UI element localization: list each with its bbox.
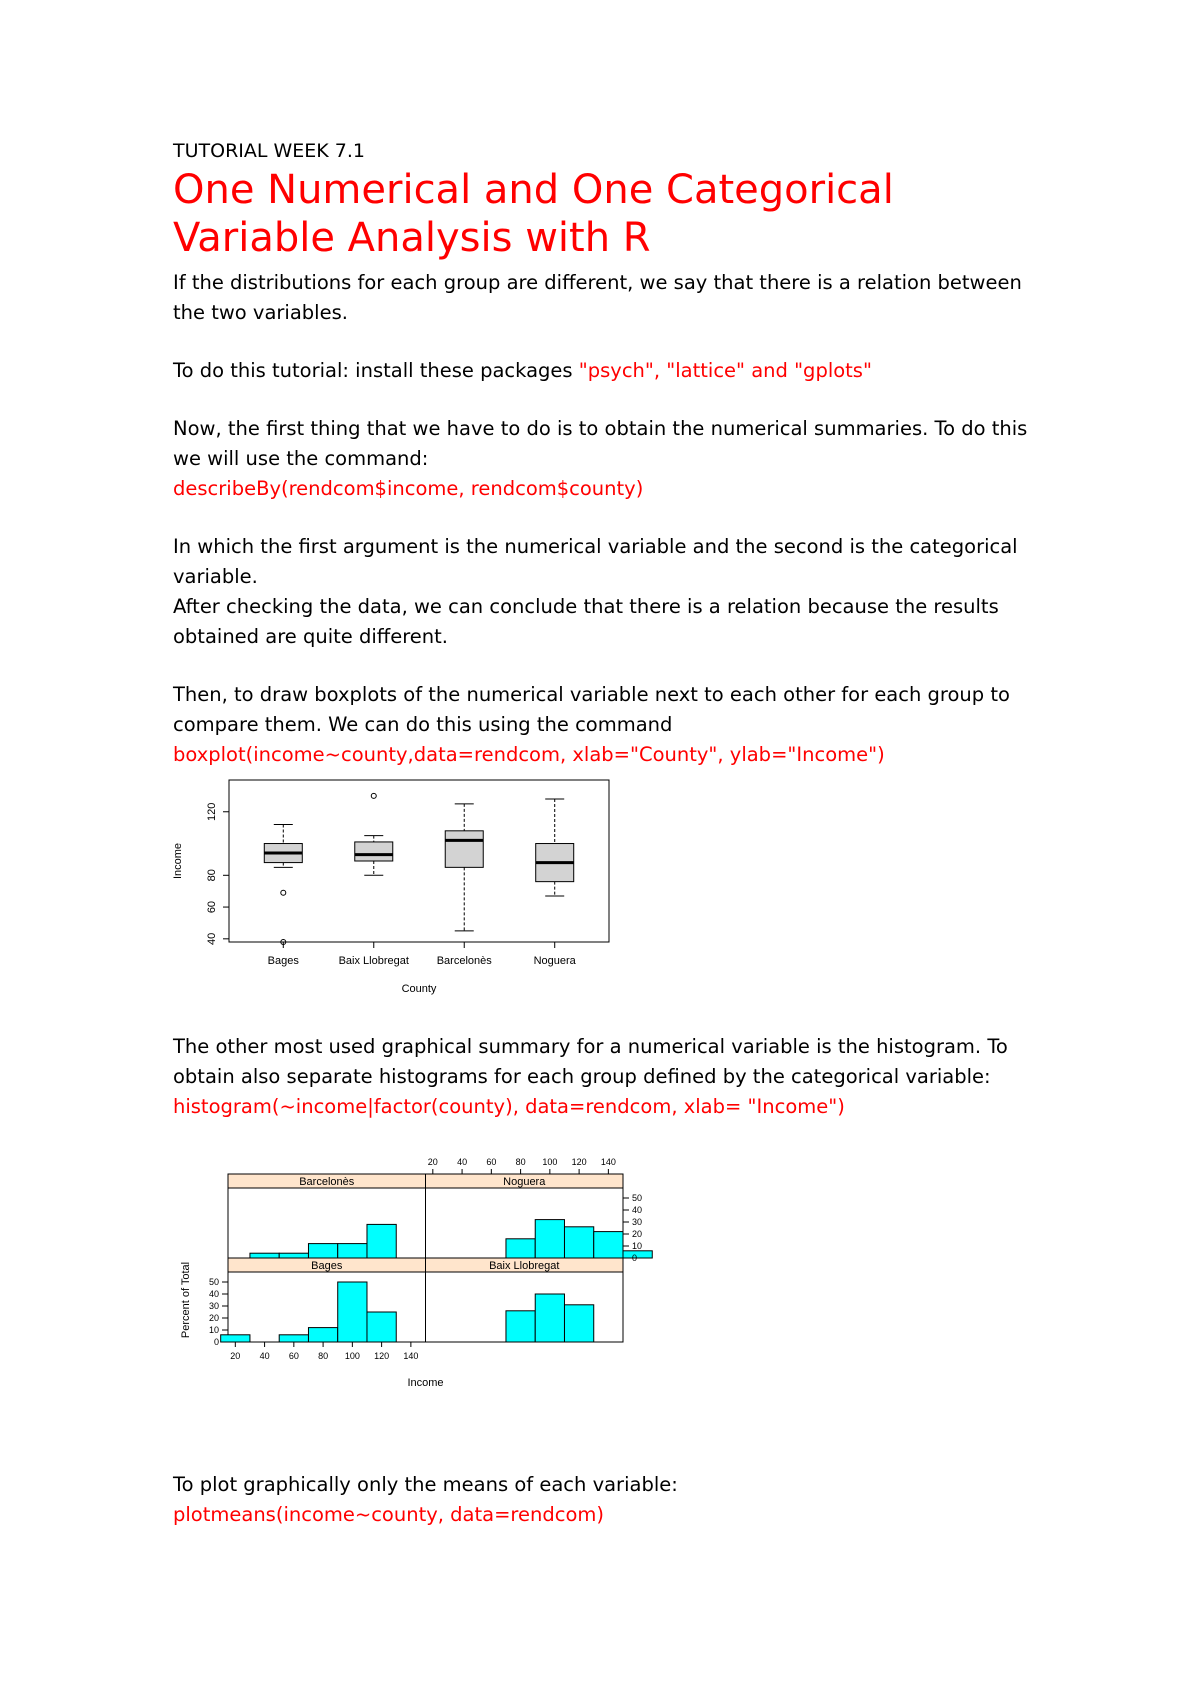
argument-paragraph xyxy=(173,532,1073,652)
x-tick-label-top: 100 xyxy=(542,1157,558,1167)
box-noguera xyxy=(536,799,574,896)
x-tick-label-bottom: 120 xyxy=(374,1351,390,1361)
histogram-bar xyxy=(564,1305,593,1342)
title-line-2: Variable Analysis with R xyxy=(173,215,651,261)
panel-baix-llobregat xyxy=(426,1258,624,1342)
y-tick-label-right: 30 xyxy=(632,1217,643,1227)
y-tick-label-left: 10 xyxy=(208,1325,219,1335)
box-barcelonès xyxy=(445,804,483,931)
x-tick-label: Barcelonès xyxy=(436,955,492,967)
install-packages: "psych", "lattice" and "gplots" xyxy=(578,359,872,382)
x-tick-label-bottom: 60 xyxy=(288,1351,299,1361)
x-tick-label-top: 120 xyxy=(571,1157,587,1167)
y-tick-label-right: 0 xyxy=(632,1253,638,1263)
histogram-bar xyxy=(221,1335,250,1342)
histogram-bar xyxy=(564,1227,593,1258)
page-title xyxy=(173,166,1073,262)
box-iqr xyxy=(355,842,393,861)
histogram-line-2: obtain also separate histograms for each group defined by the categorical variable: xyxy=(173,1065,991,1088)
x-tick-label: Baix Llobregat xyxy=(338,955,409,967)
x-tick-label: Bages xyxy=(267,955,299,967)
x-tick-label-bottom: 80 xyxy=(318,1351,329,1361)
histogram-paragraph xyxy=(173,1032,1073,1122)
y-tick-label-left: 20 xyxy=(208,1313,219,1323)
histogram-bar xyxy=(506,1239,535,1258)
summary-line-1: Now, the first thing that we have to do is to obtain the numerical summaries. To do this xyxy=(173,417,1028,440)
strip-label: Barcelonès xyxy=(299,1176,355,1188)
histogram-bar xyxy=(279,1335,308,1342)
y-tick-label-right: 40 xyxy=(632,1205,643,1215)
summary-line-2: we will use the command: xyxy=(173,447,429,470)
tutorial-label: TUTORIAL WEEK 7.1 xyxy=(173,140,366,162)
histogram-bar xyxy=(338,1244,367,1258)
y-tick-label-right: 50 xyxy=(632,1193,643,1203)
y-tick-label: 60 xyxy=(206,900,218,914)
histogram-bar xyxy=(279,1253,308,1258)
x-tick-label-bottom: 40 xyxy=(259,1351,270,1361)
y-tick-label: 120 xyxy=(206,802,218,821)
x-tick-label-top: 80 xyxy=(515,1157,526,1167)
histogram-bar xyxy=(367,1312,396,1342)
box-bages xyxy=(264,824,302,944)
y-tick-label-left: 40 xyxy=(208,1289,219,1299)
boxplot-line-1: Then, to draw boxplots of the numerical variable next to each other for each group to xyxy=(173,683,1010,706)
panel-bages xyxy=(221,1258,426,1342)
histogram-bar xyxy=(338,1282,367,1342)
boxplot-line-2: compare them. We can do this using the command xyxy=(173,713,673,736)
y-tick-label-right: 20 xyxy=(632,1229,643,1239)
intro-line-1: If the distributions for each group are different, we say that there is a relation between xyxy=(173,271,1022,294)
plotmeans-command: plotmeans(income~county, data=rendcom) xyxy=(173,1503,604,1526)
argument-line-2: variable. xyxy=(173,565,258,588)
means-line: To plot graphically only the means of each variable: xyxy=(173,1473,678,1496)
boxplot-chart xyxy=(169,772,629,1002)
title-line-1: One Numerical and One Categorical xyxy=(173,167,894,213)
histogram-bar xyxy=(308,1244,337,1258)
x-tick-label: Noguera xyxy=(533,955,576,967)
histogram-bar xyxy=(506,1311,535,1342)
box-iqr xyxy=(445,831,483,868)
outlier-point xyxy=(371,793,376,798)
y-tick-label-left: 30 xyxy=(208,1301,219,1311)
histogram-chart xyxy=(173,1150,673,1440)
histogram-line-1: The other most used graphical summary for a numerical variable is the histogram. To xyxy=(173,1035,1008,1058)
conclusion-line-1: After checking the data, we can conclude that there is a relation because the results xyxy=(173,595,999,618)
y-tick-label-left: 0 xyxy=(213,1337,219,1347)
intro-line-2: the two variables. xyxy=(173,301,348,324)
x-tick-label-bottom: 100 xyxy=(344,1351,360,1361)
histogram-bar xyxy=(623,1251,652,1258)
install-text: To do this tutorial: install these packages xyxy=(173,359,579,382)
means-paragraph xyxy=(173,1470,1073,1530)
outlier-point xyxy=(281,890,286,895)
y-tick-label: 40 xyxy=(206,932,218,945)
conclusion-line-2: obtained are quite different. xyxy=(173,625,448,648)
x-tick-label-bottom: 140 xyxy=(403,1351,419,1361)
histogram-bar xyxy=(250,1253,279,1258)
histogram-bar xyxy=(308,1328,337,1342)
y-axis-label: Percent of Total xyxy=(180,1261,192,1339)
boxplot-command: boxplot(income~county,data=rendcom, xlab="County", ylab="Income") xyxy=(173,743,885,766)
summary-paragraph xyxy=(173,414,1073,504)
describe-command: describeBy(rendcom$income, rendcom$county) xyxy=(173,477,644,500)
x-tick-label-top: 40 xyxy=(457,1157,468,1167)
histogram-bar xyxy=(367,1224,396,1258)
panel-barcelonès xyxy=(228,1174,426,1258)
histogram-bar xyxy=(535,1220,564,1258)
strip-label: Bages xyxy=(311,1260,343,1272)
x-tick-label-top: 20 xyxy=(427,1157,438,1167)
y-tick-label-right: 10 xyxy=(632,1241,643,1251)
x-axis-label: County xyxy=(401,983,437,995)
y-tick-label-left: 50 xyxy=(208,1277,219,1287)
histogram-bar xyxy=(535,1294,564,1342)
box-baix-llobregat xyxy=(355,793,393,875)
histogram-command: histogram(~income|factor(county), data=rendcom, xlab= "Income") xyxy=(173,1095,845,1118)
boxplot-paragraph xyxy=(173,680,1073,770)
strip-label: Noguera xyxy=(503,1176,546,1188)
y-tick-label: 80 xyxy=(206,869,218,882)
strip-label: Baix Llobregat xyxy=(489,1260,560,1272)
x-tick-label-top: 60 xyxy=(486,1157,497,1167)
panel-noguera xyxy=(426,1174,653,1258)
intro-paragraph xyxy=(173,268,1073,328)
y-axis-label: Income xyxy=(172,842,184,880)
x-tick-label-bottom: 20 xyxy=(230,1351,241,1361)
x-tick-label-top: 140 xyxy=(600,1157,616,1167)
argument-line-1: In which the first argument is the numerical variable and the second is the categorical xyxy=(173,535,1018,558)
x-axis-label: Income xyxy=(407,1377,444,1389)
histogram-bar xyxy=(594,1232,623,1258)
install-paragraph xyxy=(173,356,1073,386)
